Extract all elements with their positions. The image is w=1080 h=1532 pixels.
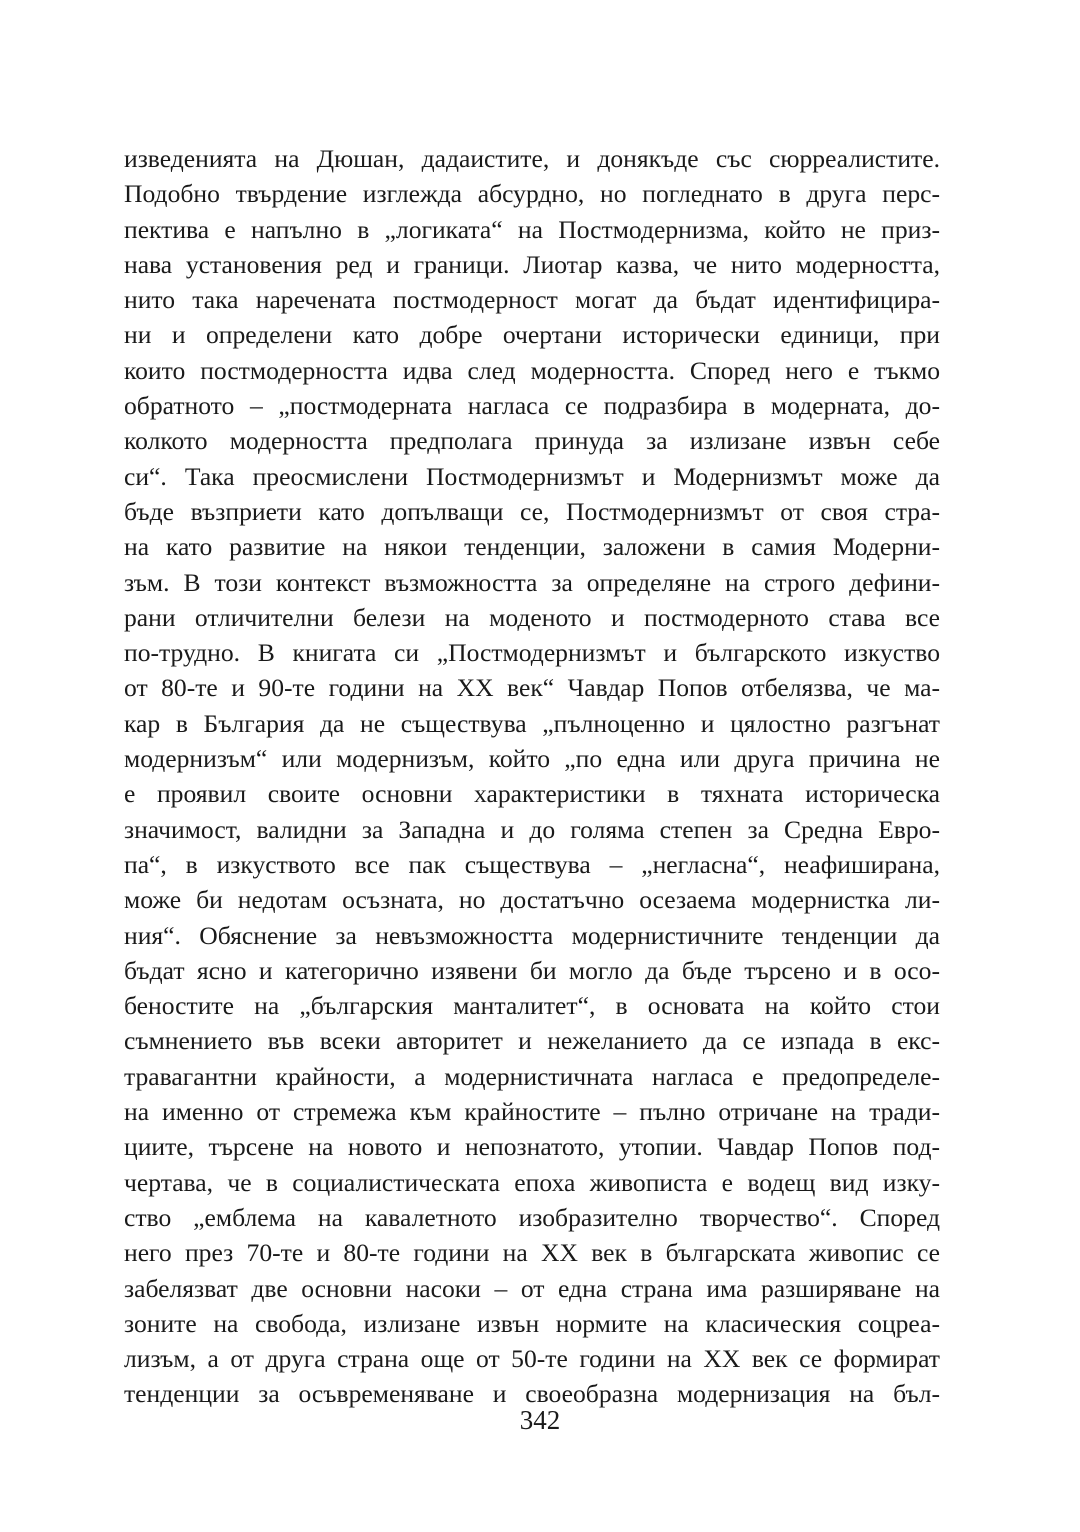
text-line: колкото модерността предполага принуда за излизане извън себе (124, 426, 940, 456)
text-line: кар в България да не съществува „пълноценно и цялостно разгънат (124, 708, 940, 738)
text-line: лизъм, а от друга страна още от 50-те години на ХХ век се формират (124, 1344, 940, 1374)
text-line: модернизъм“ или модернизъм, който „по една или друга причина не (124, 744, 940, 774)
text-line: па“, в изкуството все пак съществува – „негласна“, неафиширана, (124, 849, 940, 879)
text-line: него през 70-те и 80-те години на ХХ век в българската живопис се (124, 1238, 940, 1268)
text-line: си“. Така преосмислени Постмодернизмът и Модернизмът може да (124, 461, 940, 491)
text-line: значимост, валидни за Западна и до голяма степен за Средна Евро- (124, 814, 940, 844)
text-line: на като развитие на някои тенденции, заложени в самия Модерни- (124, 532, 940, 562)
text-line: травагантни крайности, а модернистичната нагласа е предопределе- (124, 1061, 940, 1091)
text-line: беностите на „българския манталитет“, в основата на който стои (124, 991, 940, 1021)
text-line: по-трудно. В книгата си „Постмодернизмът и българското изкуство (124, 638, 940, 668)
text-line: тенденции за осъвременяване и своеобразна модернизация на бъл- (124, 1379, 940, 1409)
text-line: бъде възприети като допълващи се, Постмодернизмът от своя стра- (124, 496, 940, 526)
text-line: обратното – „постмодерната нагласа се подразбира в модерната, до- (124, 391, 940, 421)
text-line: нава установения ред и граници. Лиотар казва, че нито модерността, (124, 249, 940, 279)
text-line: забелязват две основни насоки – от една страна има разширяване на (124, 1273, 940, 1303)
text-line: на именно от стремежа към крайностите – пълно отричане на тради- (124, 1097, 940, 1127)
text-line: съмнението във всеки авторитет и нежеланието да се изпада в екс- (124, 1026, 940, 1056)
text-line: от 80-те и 90-те години на ХХ век“ Чавдар Попов отбелязва, че ма- (124, 673, 940, 703)
text-line: ни и определени като добре очертани исторически единици, при (124, 320, 940, 350)
text-line: ния“. Обяснение за невъзможността модернистичните тенденции да (124, 920, 940, 950)
text-line: зоните на свобода, излизане извън нормите на класическия соцреа- (124, 1308, 940, 1338)
text-line: е проявил своите основни характеристики в тяхната историческа (124, 779, 940, 809)
page-number: 342 (519, 1405, 561, 1435)
text-line: може би недотам осъзната, но достатъчно осезаема модернистка ли- (124, 885, 940, 915)
body-text (124, 141, 940, 1412)
text-line: циите, търсене на новото и непознатото, утопии. Чавдар Попов под- (124, 1132, 940, 1162)
text-line: ство „емблема на кавалетното изобразително творчество“. Според (124, 1202, 940, 1232)
text-line: които постмодерността идва след модерността. Според него е тъкмо (124, 355, 940, 385)
text-line: рани отличителни белези на моденото и постмодерното става все (124, 602, 940, 632)
text-line: зъм. В този контекст възможността за определяне на строго дефини- (124, 567, 940, 597)
text-line: пектива е напълно в „логиката“ на Постмодернизма, който не приз- (124, 214, 940, 244)
text-line: изведенията на Дюшан, дадаистите, и донякъде със сюрреалистите. (124, 144, 940, 173)
text-line: бъдат ясно и категорично изявени би могло да бъде търсено и в осо- (124, 955, 940, 985)
text-line: нито така наречената постмодерност могат да бъдат идентифицира- (124, 285, 940, 315)
text-line: чертава, че в социалистическата епоха живописта е водещ вид изку- (124, 1167, 940, 1197)
text-line: Подобно твърдение изглежда абсурдно, но погледнато в друга перс- (124, 179, 940, 209)
